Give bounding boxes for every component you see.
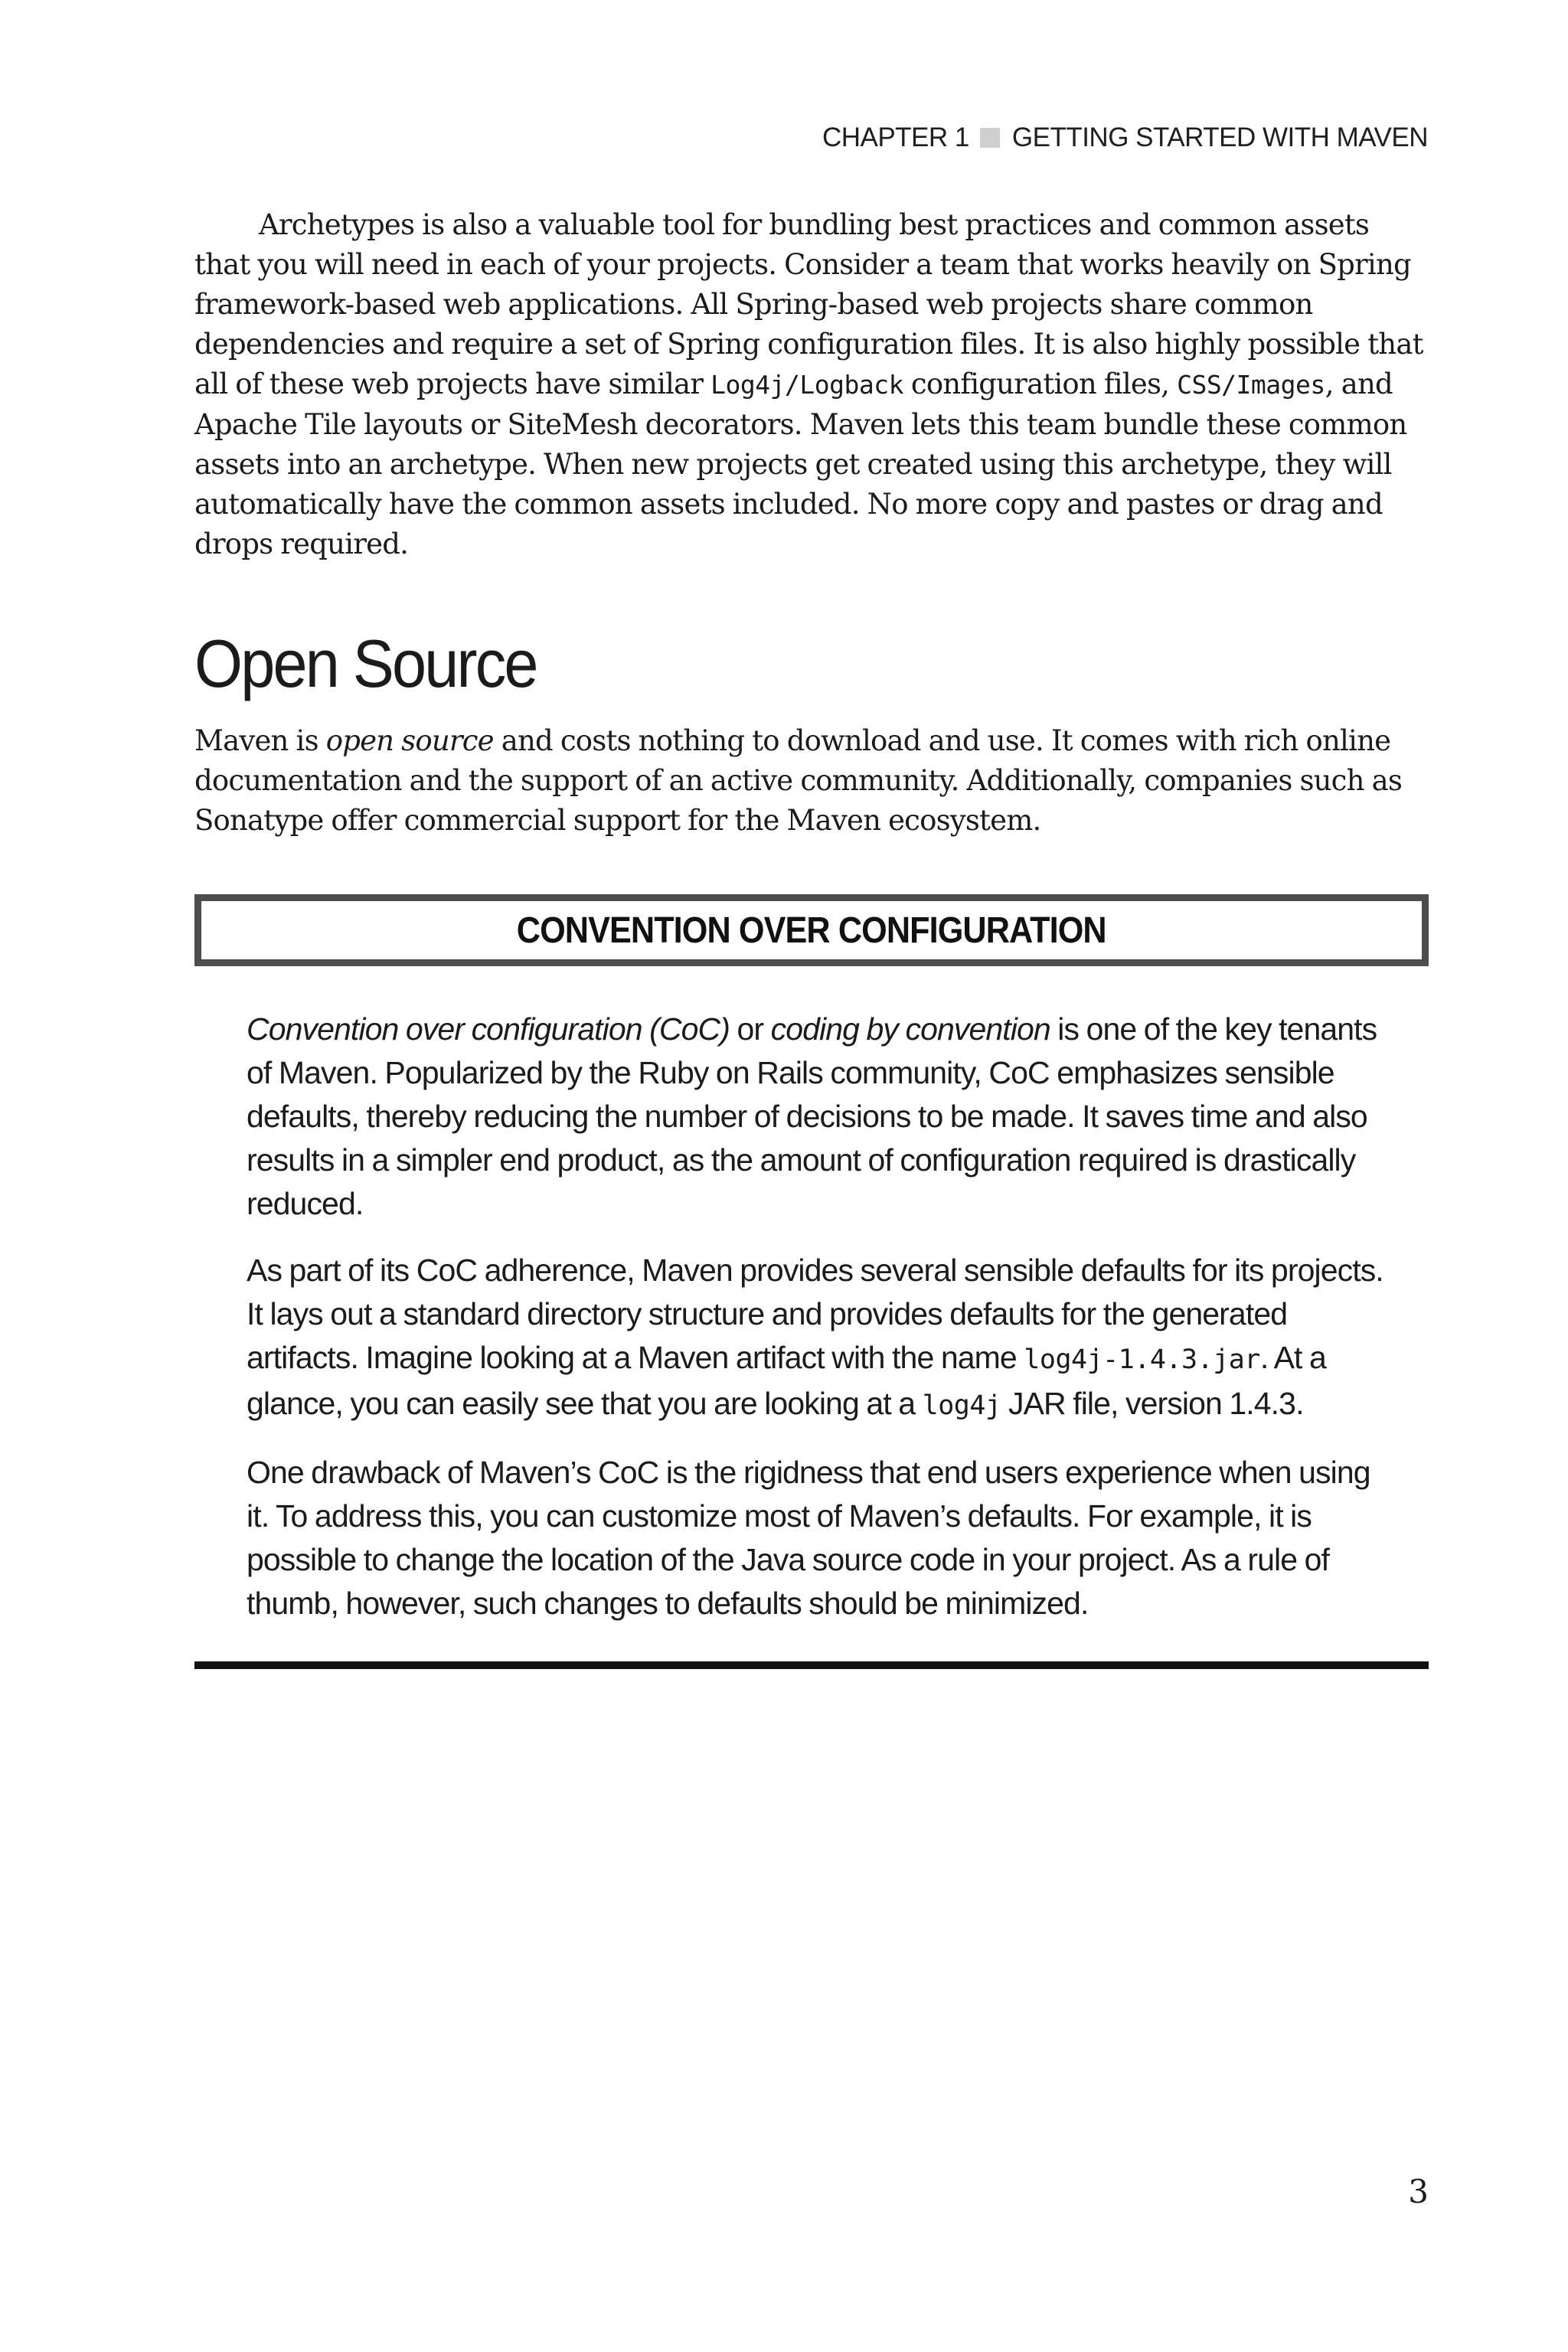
sidebar-p2-text-3: JAR file, version 1.4.3. xyxy=(1001,1386,1304,1421)
sidebar-p2-text-1: As part of its CoC adherence, Maven provides several sensible defaults for its projects. It lays out a standard directory structure and provides defaults for the generated artifacts. Imagine looking at a Maven artifact with the name xyxy=(247,1253,1383,1375)
code-log4j-logback: Log4j/Logback xyxy=(710,370,903,400)
page-number: 3 xyxy=(1408,2173,1429,2210)
sidebar-title: CONVENTION OVER CONFIGURATION xyxy=(517,910,1106,951)
code-log4j: log4j xyxy=(922,1390,1001,1421)
emphasis-coc: Convention over configuration (CoC) xyxy=(247,1011,730,1047)
sidebar-p1-text-1: or xyxy=(729,1011,771,1047)
emphasis-coding-by-convention: coding by convention xyxy=(770,1011,1050,1047)
sidebar-paragraph-1 xyxy=(247,1008,1395,1226)
intro-text-3: , and Apache Tile layouts or SiteMesh decorators. Maven lets this team bundle these common assets into an archetype. When new projects get created using this archetype, they will automatically have the common assets included. No more copy and pastes or drag and drops required. xyxy=(194,368,1407,560)
open-source-text-1: Maven is xyxy=(194,724,326,757)
open-source-emphasis: open source xyxy=(325,724,494,757)
chapter-label: CHAPTER 1 xyxy=(822,122,969,152)
intro-text-2: configuration files, xyxy=(903,368,1178,400)
sidebar-paragraph-3: One drawback of Maven’s CoC is the rigidness that end users experience when using it. To address this, you can customize most of Maven’s defaults. For example, it is possible to change the location of the Java source code in your project. As a rule of thumb, however, such changes to defaults should be minimized. xyxy=(247,1455,1370,1621)
intro-paragraph xyxy=(194,205,1429,564)
code-log4j-jar: log4j-1.4.3.jar xyxy=(1024,1344,1260,1375)
sidebar-paragraph-2 xyxy=(247,1249,1395,1428)
sidebar-title-box xyxy=(194,894,1429,966)
open-source-text-2: and costs nothing to download and use. It comes with rich online documentation and the support of an active community. Additionally, companies such as Sonatype offer commercial support for the Maven ecosystem. xyxy=(194,724,1403,837)
sidebar-p1-text-2: is one of the key tenants of Maven. Popularized by the Ruby on Rails community, CoC emphasizes sensible defaults, thereby reducing the number of decisions to be made. It saves time and also results in a simpler end product, as the amount of configuration required is drastically reduced. xyxy=(247,1011,1377,1221)
sidebar-p2-text-2: . At a glance, you can easily see that you are looking at a xyxy=(247,1340,1326,1421)
sidebar-body xyxy=(247,1008,1395,1648)
code-css-images: CSS/Images xyxy=(1177,370,1325,400)
running-header xyxy=(194,122,1428,161)
section-heading-open-source: Open Source xyxy=(194,626,537,701)
intro-text-1: Archetypes is also a valuable tool for bundling best practices and common assets that you will need in each of your projects. Consider a team that works heavily on Spring framework-based web applications. All Spring-based web projects share common dependencies and require a set of Spring configuration files. It is also highly possible that all of these web projects have similar xyxy=(194,208,1423,400)
chapter-title: GETTING STARTED WITH MAVEN xyxy=(1011,122,1428,152)
header-separator-square xyxy=(980,128,1000,148)
open-source-paragraph xyxy=(194,721,1429,841)
sidebar-bottom-rule xyxy=(194,1661,1429,1669)
